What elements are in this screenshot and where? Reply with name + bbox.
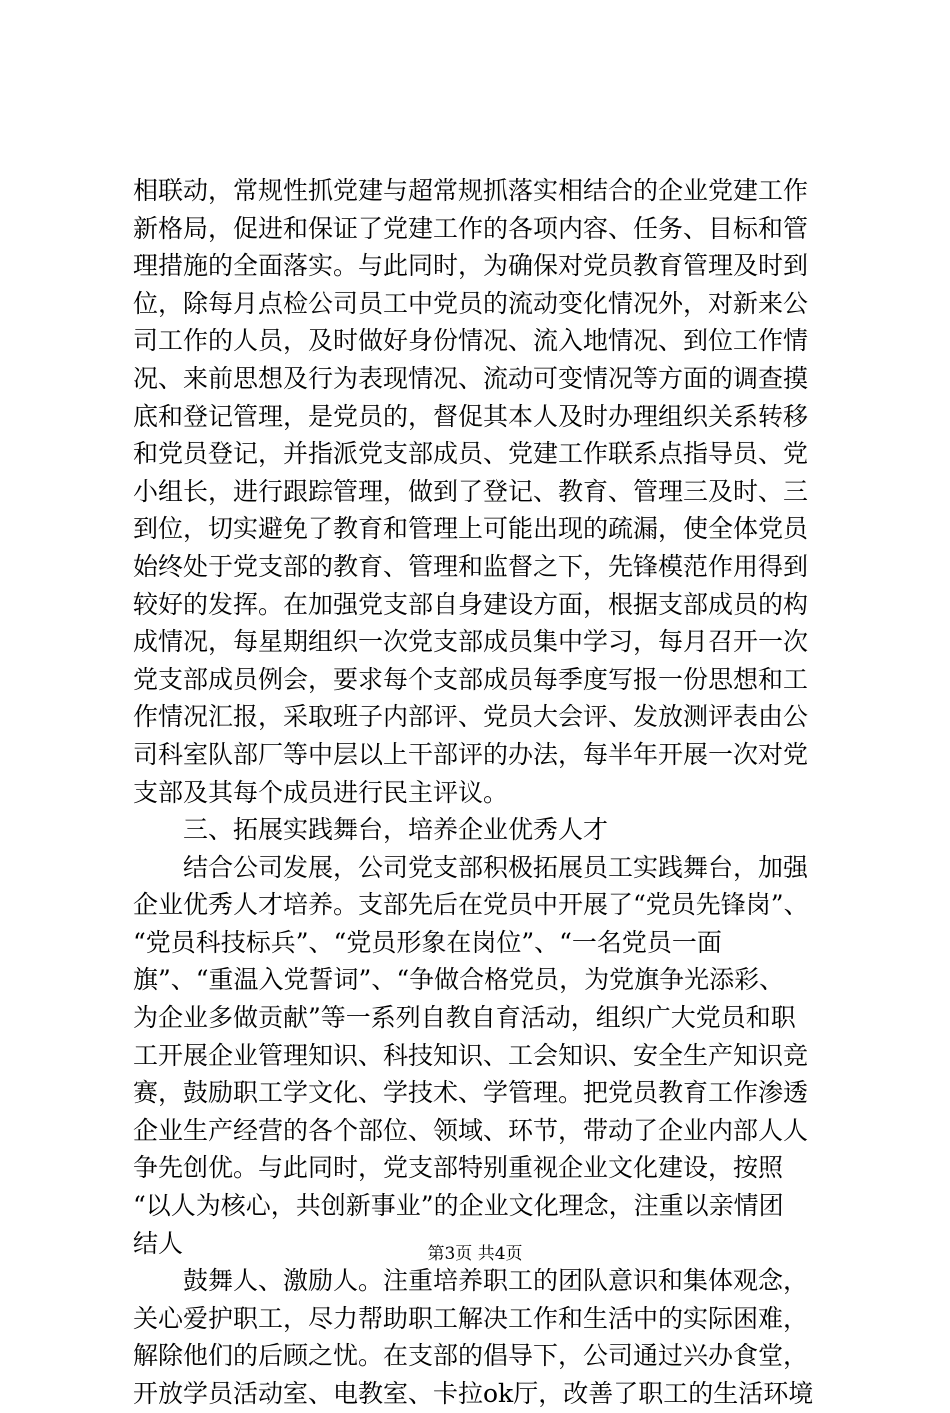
text-line: 工开展企业管理知识、科技知识、工会知识、安全生产知识竞 (133, 1040, 809, 1070)
text-line: 新格局，促进和保证了党建工作的各项内容、任务、目标和管 (133, 213, 809, 243)
text-line: 底和登记管理，是党员的，督促其本人及时办理组织关系转移 (133, 401, 809, 431)
text-line: 较好的发挥。在加强党支部自身建设方面，根据支部成员的构 (133, 589, 809, 619)
text-line: 始终处于党支部的教育、管理和监督之下，先锋模范作用得到 (133, 551, 809, 581)
text-line: 结合公司发展，公司党支部积极拓展员工实践舞台，加强 (183, 852, 809, 882)
text-line: 开放学员活动室、电教室、卡拉ok厅，改善了职工的生活环境 (133, 1379, 814, 1408)
text-line: 为企业多做贡献”等一系列自教自育活动，组织广大党员和职 (133, 1003, 796, 1033)
text-line: 司工作的人员，及时做好身份情况、流入地情况、到位工作情 (133, 326, 809, 356)
text-line: “以人为核心，共创新事业”的企业文化理念，注重以亲情团 (133, 1191, 784, 1221)
text-line: 鼓舞人、激励人。注重培养职工的团队意识和集体观念， (183, 1266, 809, 1296)
text-line: 企业生产经营的各个部位、领域、环节，带动了企业内部人人 (133, 1115, 809, 1145)
text-line: “党员科技标兵”、“党员形象在岗位”、“一名党员一面 (133, 927, 722, 957)
text-line: 况、来前思想及行为表现情况、流动可变情况等方面的调查摸 (133, 363, 809, 393)
text-line: 关心爱护职工，尽力帮助职工解决工作和生活中的实际困难， (133, 1303, 809, 1333)
page-number-footer: 第3页 共4页 (427, 1244, 523, 1264)
text-line: 司科室队部厂等中层以上干部评的办法，每半年开展一次对党 (133, 739, 809, 769)
text-line: 作情况汇报，采取班子内部评、党员大会评、发放测评表由公 (133, 702, 809, 732)
document-body (133, 172, 833, 1413)
text-line: 相联动，常规性抓党建与超常规抓落实相结合的企业党建工作 (133, 176, 809, 205)
text-line: 企业优秀人才培养。支部先后在党员中开展了“党员先锋岗”、 (133, 890, 809, 920)
text-line: 成情况，每星期组织一次党支部成员集中学习，每月召开一次 (133, 627, 809, 657)
text-line: 和党员登记，并指派党支部成员、党建工作联系点指导员、党 (133, 439, 809, 469)
text-line: 到位，切实避免了教育和管理上可能出现的疏漏，使全体党员 (133, 514, 809, 544)
text-line: 赛，鼓励职工学文化、学技术、学管理。把党员教育工作渗透 (133, 1078, 809, 1108)
text-line: 党支部成员例会，要求每个支部成员每季度写报一份思想和工 (133, 664, 809, 694)
section-heading: 三、拓展实践舞台，培养企业优秀人才 (183, 815, 609, 845)
text-line: 旗”、“重温入党誓词”、“争做合格党员，为党旗争光添彩、 (133, 965, 785, 995)
text-line: 小组长，进行跟踪管理，做到了登记、教育、管理三及时、三 (133, 476, 809, 506)
text-line: 理措施的全面落实。与此同时，为确保对党员教育管理及时到 (133, 251, 809, 281)
text-line: 争先创优。与此同时，党支部特别重视企业文化建设，按照 (133, 1153, 784, 1183)
text-line: 结人 (133, 1228, 184, 1258)
text-line: 位，除每月点检公司员工中党员的流动变化情况外，对新来公 (133, 288, 809, 318)
text-line: 解除他们的后顾之忧。在支部的倡导下，公司通过兴办食堂， (133, 1341, 809, 1371)
text-line: 支部及其每个成员进行民主评议。 (133, 777, 509, 807)
